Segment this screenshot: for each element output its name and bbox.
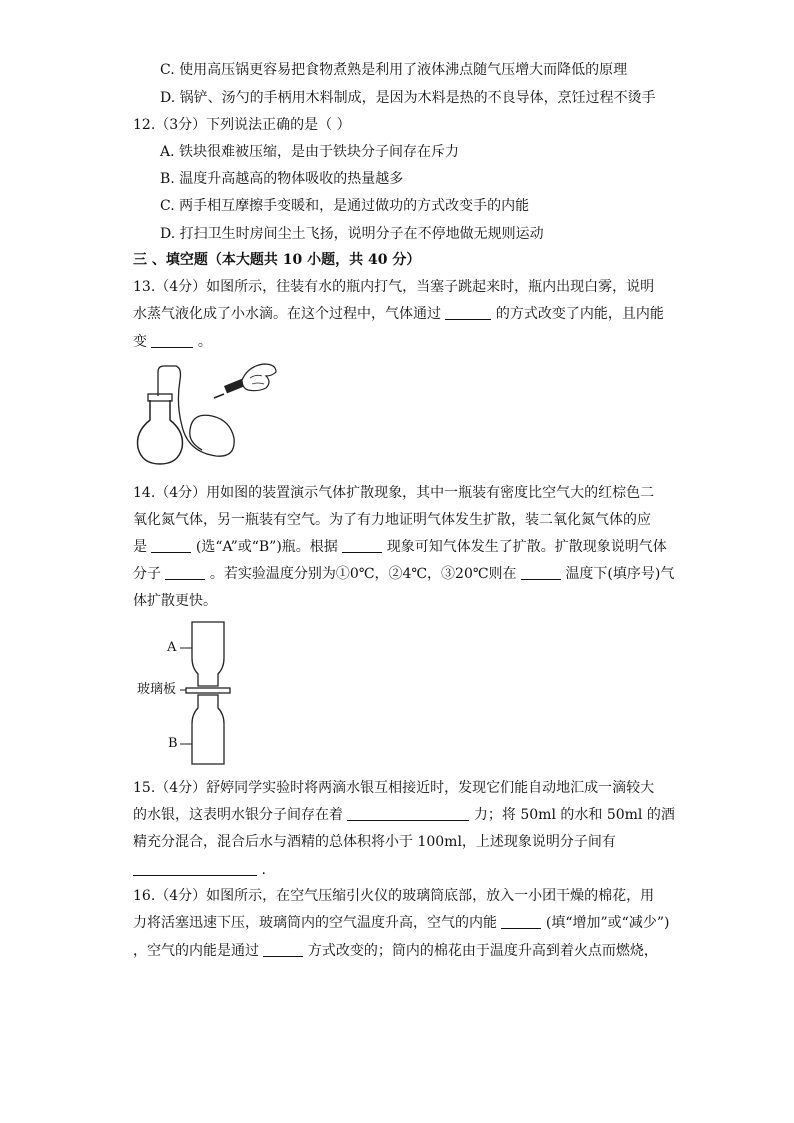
q14-text: (选“A”或“B”)瓶。根据 [195, 539, 338, 555]
q15-text: 的水银，这表明水银分子间存在着 [133, 807, 343, 823]
q16-blank-2[interactable] [263, 942, 303, 957]
q14-text: 是 [133, 539, 147, 555]
q12-option-c: C. 两手相互摩擦手变暖和，是通过做功的方式改变手的内能 [160, 198, 530, 214]
bottle-b-label: B [168, 736, 178, 751]
q16-text: 方式改变的；筒内的棉花由于温度升高到着火点而燃烧， [307, 943, 658, 959]
q13-line-2 [133, 304, 664, 324]
q13-text: 。 [197, 334, 212, 350]
q14-line-4 [133, 564, 674, 584]
q15-line-1: 15.（4分）舒婷同学实验时将两滴水银互相接近时，发现它们能自动地汇成一滴较大 [133, 780, 655, 796]
diffusion-bottles-figure [180, 618, 240, 768]
q14-blank-1[interactable] [151, 538, 191, 553]
q14-line-3 [133, 537, 667, 557]
q13-text: 的方式改变了内能，且内能 [495, 306, 664, 322]
q16-line-1: 16.（4分）如图所示，在空气压缩引火仪的玻璃筒底部，放入一小团干燥的棉花，用 [133, 888, 655, 904]
q15-line-4 [133, 860, 266, 880]
q14-text: 分子 [133, 566, 161, 582]
q16-blank-1[interactable] [501, 914, 541, 929]
q16-text: ，空气的内能是通过 [133, 943, 259, 959]
q13-blank-1[interactable] [445, 305, 491, 320]
glass-plate-label: 玻璃板 [137, 682, 177, 697]
q12-option-a: A. 铁块很难被压缩，是由于铁块分子间存在斥力 [160, 144, 460, 160]
q13-blank-2[interactable] [151, 333, 193, 348]
q12-stem: 12.（3分）下列说法正确的是（ ） [133, 117, 351, 133]
q13-text: 变 [133, 334, 147, 350]
q15-line-2 [133, 805, 675, 825]
q15-blank-2[interactable] [133, 861, 257, 876]
q14-line-5: 体扩散更快。 [133, 593, 217, 609]
section-heading: 三 、填空题（本大题共 10 小题，共 40 分） [133, 252, 421, 268]
q16-line-3 [133, 941, 658, 961]
q14-line-1: 14.（4分）用如图的装置演示气体扩散现象，其中一瓶装有密度比空气大的红棕色二 [133, 485, 655, 501]
bottle-a-label: A [167, 640, 177, 655]
q13-text: 水蒸气液化成了小水滴。在这个过程中，气体通过 [133, 306, 441, 322]
q15-text: . [261, 862, 266, 878]
q11-option-d: D. 锅铲、汤勺的手柄用木料制成，是因为木料是热的不良导体，烹饪过程不烫手 [160, 90, 656, 106]
q12-option-d: D. 打扫卫生时房间尘土飞扬，说明分子在不停地做无规则运动 [160, 226, 544, 242]
q14-line-2: 氧化氮气体，另一瓶装有空气。为了有力地证明气体发生扩散，装二氧化氮气体的应 [133, 512, 651, 528]
q15-blank-1[interactable] [347, 806, 469, 821]
q13-line-3 [133, 332, 212, 352]
q13-line-1: 13.（4分）如图所示，往装有水的瓶内打气，当塞子跳起来时，瓶内出现白雾，说明 [133, 279, 655, 295]
q16-text: 力将活塞迅速下压，玻璃筒内的空气温度升高，空气的内能 [133, 915, 497, 931]
q11-option-c: C. 使用高压锅更容易把食物煮熟是利用了液体沸点随气压增大而降低的原理 [160, 62, 628, 78]
q16-line-2 [133, 913, 669, 933]
q15-text: 力；将 50ml 的水和 50ml 的酒 [473, 807, 675, 823]
q16-text: (填“增加”或“减少”) [545, 915, 670, 931]
q14-blank-2[interactable] [342, 538, 382, 553]
q14-text: 。若实验温度分别为①0℃，②4℃，③20℃则在 [209, 566, 517, 582]
flask-pump-figure [130, 360, 280, 470]
q14-blank-4[interactable] [521, 565, 561, 580]
q14-blank-3[interactable] [165, 565, 205, 580]
q15-line-3: 精充分混合，混合后水与酒精的总体积将小于 100ml，上述现象说明分子间有 [133, 834, 616, 850]
q14-text: 现象可知气体发生了扩散。扩散现象说明气体 [386, 539, 667, 555]
q12-option-b: B. 温度升高越高的物体吸收的热量越多 [160, 171, 404, 187]
q14-text: 温度下(填序号)气 [565, 566, 675, 582]
